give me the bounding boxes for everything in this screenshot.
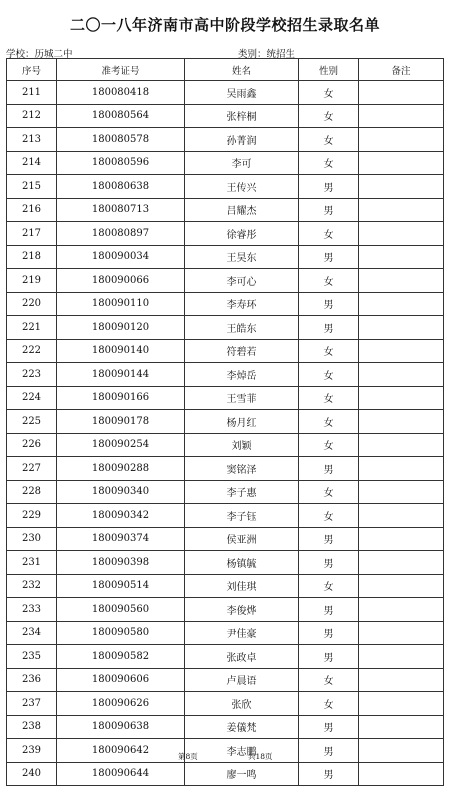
- page-number: 第8页: [178, 752, 198, 761]
- cell-gender: 男: [299, 598, 359, 622]
- cell-exam-id: 180090606: [57, 668, 185, 692]
- cell-note: [359, 198, 444, 222]
- cell-exam-id: 180080596: [57, 151, 185, 175]
- table-row: [7, 621, 444, 645]
- cell-name: 王传兴: [185, 175, 299, 199]
- cell-note: [359, 175, 444, 199]
- cell-gender: 男: [299, 621, 359, 645]
- cell-exam-id: 180090254: [57, 433, 185, 457]
- page-total: 共18页: [248, 752, 273, 761]
- table-row: [7, 245, 444, 269]
- table-row: [7, 551, 444, 575]
- cell-serial: 221: [7, 316, 57, 340]
- cell-name: 李焯岳: [185, 363, 299, 387]
- cell-exam-id: 180090144: [57, 363, 185, 387]
- cell-name: 王昊东: [185, 245, 299, 269]
- cell-name: 李俊烨: [185, 598, 299, 622]
- cell-serial: 227: [7, 457, 57, 481]
- cell-name: 张梓桐: [185, 104, 299, 128]
- table-row: [7, 222, 444, 246]
- cell-name: 尹佳豪: [185, 621, 299, 645]
- cell-serial: 218: [7, 245, 57, 269]
- cell-note: [359, 410, 444, 434]
- table-row: [7, 410, 444, 434]
- cell-exam-id: 180090514: [57, 574, 185, 598]
- cell-gender: 男: [299, 457, 359, 481]
- table-row: [7, 292, 444, 316]
- cell-serial: 220: [7, 292, 57, 316]
- table-row: [7, 269, 444, 293]
- table-row: [7, 151, 444, 175]
- table-header-row: [7, 59, 444, 81]
- table-row: [7, 668, 444, 692]
- cell-gender: 女: [299, 410, 359, 434]
- school-label: 学校：历城二中: [6, 49, 73, 60]
- cell-exam-id: 180080638: [57, 175, 185, 199]
- cell-serial: 216: [7, 198, 57, 222]
- cell-gender: 男: [299, 316, 359, 340]
- table-row: [7, 574, 444, 598]
- cell-serial: 211: [7, 81, 57, 105]
- cell-serial: 222: [7, 339, 57, 363]
- cell-note: [359, 504, 444, 528]
- cell-name: 吕耀杰: [185, 198, 299, 222]
- cell-name: 李可心: [185, 269, 299, 293]
- cell-note: [359, 128, 444, 152]
- cell-note: [359, 386, 444, 410]
- cell-exam-id: 180090066: [57, 269, 185, 293]
- cell-gender: 女: [299, 574, 359, 598]
- cell-note: [359, 598, 444, 622]
- cell-serial: 223: [7, 363, 57, 387]
- cell-serial: 232: [7, 574, 57, 598]
- header-exam-id: 准考证号: [57, 59, 185, 81]
- cell-serial: 212: [7, 104, 57, 128]
- cell-note: [359, 645, 444, 669]
- category-label: 类别：统招生: [238, 49, 296, 60]
- table-row: [7, 363, 444, 387]
- table-body: [7, 81, 444, 786]
- cell-name: 张欣: [185, 692, 299, 716]
- table-row: [7, 386, 444, 410]
- cell-name: 杨月红: [185, 410, 299, 434]
- table-row: [7, 480, 444, 504]
- cell-note: [359, 668, 444, 692]
- cell-serial: 237: [7, 692, 57, 716]
- table-row: [7, 527, 444, 551]
- cell-gender: 男: [299, 175, 359, 199]
- header-note: 备注: [359, 59, 444, 81]
- cell-name: 侯亚洲: [185, 527, 299, 551]
- cell-serial: 238: [7, 715, 57, 739]
- cell-serial: 239: [7, 739, 57, 763]
- table-row: [7, 739, 444, 763]
- cell-note: [359, 715, 444, 739]
- cell-name: 窦铭泽: [185, 457, 299, 481]
- cell-exam-id: 180090340: [57, 480, 185, 504]
- cell-name: 符碧若: [185, 339, 299, 363]
- cell-note: [359, 621, 444, 645]
- cell-serial: 233: [7, 598, 57, 622]
- cell-serial: 235: [7, 645, 57, 669]
- cell-note: [359, 457, 444, 481]
- cell-name: 王雪菲: [185, 386, 299, 410]
- cell-gender: 男: [299, 739, 359, 763]
- cell-serial: 225: [7, 410, 57, 434]
- cell-note: [359, 269, 444, 293]
- cell-note: [359, 151, 444, 175]
- cell-name: 徐睿彤: [185, 222, 299, 246]
- cell-name: 杨镇毓: [185, 551, 299, 575]
- cell-name: 刘佳琪: [185, 574, 299, 598]
- cell-name: 王皓东: [185, 316, 299, 340]
- cell-exam-id: 180080578: [57, 128, 185, 152]
- cell-note: [359, 551, 444, 575]
- table-row: [7, 457, 444, 481]
- cell-gender: 女: [299, 363, 359, 387]
- cell-gender: 女: [299, 222, 359, 246]
- table-row: [7, 175, 444, 199]
- page-title: 二〇一八年济南市高中阶段学校招生录取名单: [69, 16, 380, 34]
- cell-exam-id: 180090638: [57, 715, 185, 739]
- cell-gender: 女: [299, 81, 359, 105]
- cell-name: 姜儀梵: [185, 715, 299, 739]
- table-row: [7, 128, 444, 152]
- cell-exam-id: 180090644: [57, 762, 185, 786]
- cell-gender: 女: [299, 433, 359, 457]
- cell-exam-id: 180090560: [57, 598, 185, 622]
- cell-gender: 女: [299, 104, 359, 128]
- cell-gender: 男: [299, 551, 359, 575]
- cell-name: 吴雨鑫: [185, 81, 299, 105]
- cell-serial: 215: [7, 175, 57, 199]
- table-row: [7, 81, 444, 105]
- cell-exam-id: 180090120: [57, 316, 185, 340]
- cell-serial: 228: [7, 480, 57, 504]
- cell-serial: 236: [7, 668, 57, 692]
- cell-note: [359, 363, 444, 387]
- table-row: [7, 339, 444, 363]
- cell-serial: 231: [7, 551, 57, 575]
- table-row: [7, 692, 444, 716]
- cell-exam-id: 180080564: [57, 104, 185, 128]
- cell-serial: 219: [7, 269, 57, 293]
- cell-gender: 男: [299, 527, 359, 551]
- cell-exam-id: 180080713: [57, 198, 185, 222]
- cell-serial: 240: [7, 762, 57, 786]
- cell-note: [359, 339, 444, 363]
- cell-exam-id: 180090642: [57, 739, 185, 763]
- cell-exam-id: 180080897: [57, 222, 185, 246]
- cell-exam-id: 180090398: [57, 551, 185, 575]
- cell-name: 李可: [185, 151, 299, 175]
- cell-exam-id: 180090140: [57, 339, 185, 363]
- cell-exam-id: 180090110: [57, 292, 185, 316]
- cell-note: [359, 433, 444, 457]
- cell-exam-id: 180090034: [57, 245, 185, 269]
- cell-gender: 女: [299, 668, 359, 692]
- cell-note: [359, 762, 444, 786]
- cell-name: 李志鹏: [185, 739, 299, 763]
- cell-note: [359, 527, 444, 551]
- cell-name: 刘颖: [185, 433, 299, 457]
- cell-note: [359, 739, 444, 763]
- cell-exam-id: 180090288: [57, 457, 185, 481]
- cell-gender: 女: [299, 151, 359, 175]
- cell-note: [359, 222, 444, 246]
- cell-exam-id: 180090582: [57, 645, 185, 669]
- cell-exam-id: 180090580: [57, 621, 185, 645]
- table-row: [7, 598, 444, 622]
- table-row: [7, 645, 444, 669]
- table-row: [7, 715, 444, 739]
- cell-exam-id: 180090166: [57, 386, 185, 410]
- cell-name: 孙菁润: [185, 128, 299, 152]
- table-row: [7, 104, 444, 128]
- cell-exam-id: 180090626: [57, 692, 185, 716]
- cell-note: [359, 692, 444, 716]
- cell-serial: 234: [7, 621, 57, 645]
- cell-gender: 女: [299, 692, 359, 716]
- cell-note: [359, 480, 444, 504]
- cell-serial: 230: [7, 527, 57, 551]
- cell-note: [359, 245, 444, 269]
- cell-name: 廖一鸣: [185, 762, 299, 786]
- cell-note: [359, 292, 444, 316]
- cell-gender: 男: [299, 715, 359, 739]
- cell-gender: 女: [299, 269, 359, 293]
- cell-exam-id: 180090178: [57, 410, 185, 434]
- cell-note: [359, 574, 444, 598]
- cell-gender: 男: [299, 292, 359, 316]
- cell-exam-id: 180090374: [57, 527, 185, 551]
- cell-gender: 男: [299, 645, 359, 669]
- cell-note: [359, 81, 444, 105]
- cell-gender: 男: [299, 198, 359, 222]
- cell-gender: 女: [299, 504, 359, 528]
- header-gender: 性别: [299, 59, 359, 81]
- cell-gender: 男: [299, 245, 359, 269]
- cell-exam-id: 180090342: [57, 504, 185, 528]
- cell-name: 李寿环: [185, 292, 299, 316]
- table-row: [7, 762, 444, 786]
- table-row: [7, 316, 444, 340]
- admission-table: [6, 58, 444, 786]
- cell-gender: 男: [299, 762, 359, 786]
- cell-serial: 213: [7, 128, 57, 152]
- header-serial: 序号: [7, 59, 57, 81]
- cell-exam-id: 180080418: [57, 81, 185, 105]
- cell-gender: 女: [299, 339, 359, 363]
- cell-serial: 217: [7, 222, 57, 246]
- table-row: [7, 504, 444, 528]
- cell-gender: 女: [299, 480, 359, 504]
- cell-serial: 214: [7, 151, 57, 175]
- cell-name: 张政卓: [185, 645, 299, 669]
- cell-serial: 229: [7, 504, 57, 528]
- cell-gender: 女: [299, 386, 359, 410]
- table-row: [7, 198, 444, 222]
- cell-note: [359, 316, 444, 340]
- table-row: [7, 433, 444, 457]
- header-name: 姓名: [185, 59, 299, 81]
- cell-gender: 女: [299, 128, 359, 152]
- cell-serial: 226: [7, 433, 57, 457]
- cell-serial: 224: [7, 386, 57, 410]
- cell-note: [359, 104, 444, 128]
- cell-name: 卢晨语: [185, 668, 299, 692]
- cell-name: 李子惠: [185, 480, 299, 504]
- cell-name: 李子钰: [185, 504, 299, 528]
